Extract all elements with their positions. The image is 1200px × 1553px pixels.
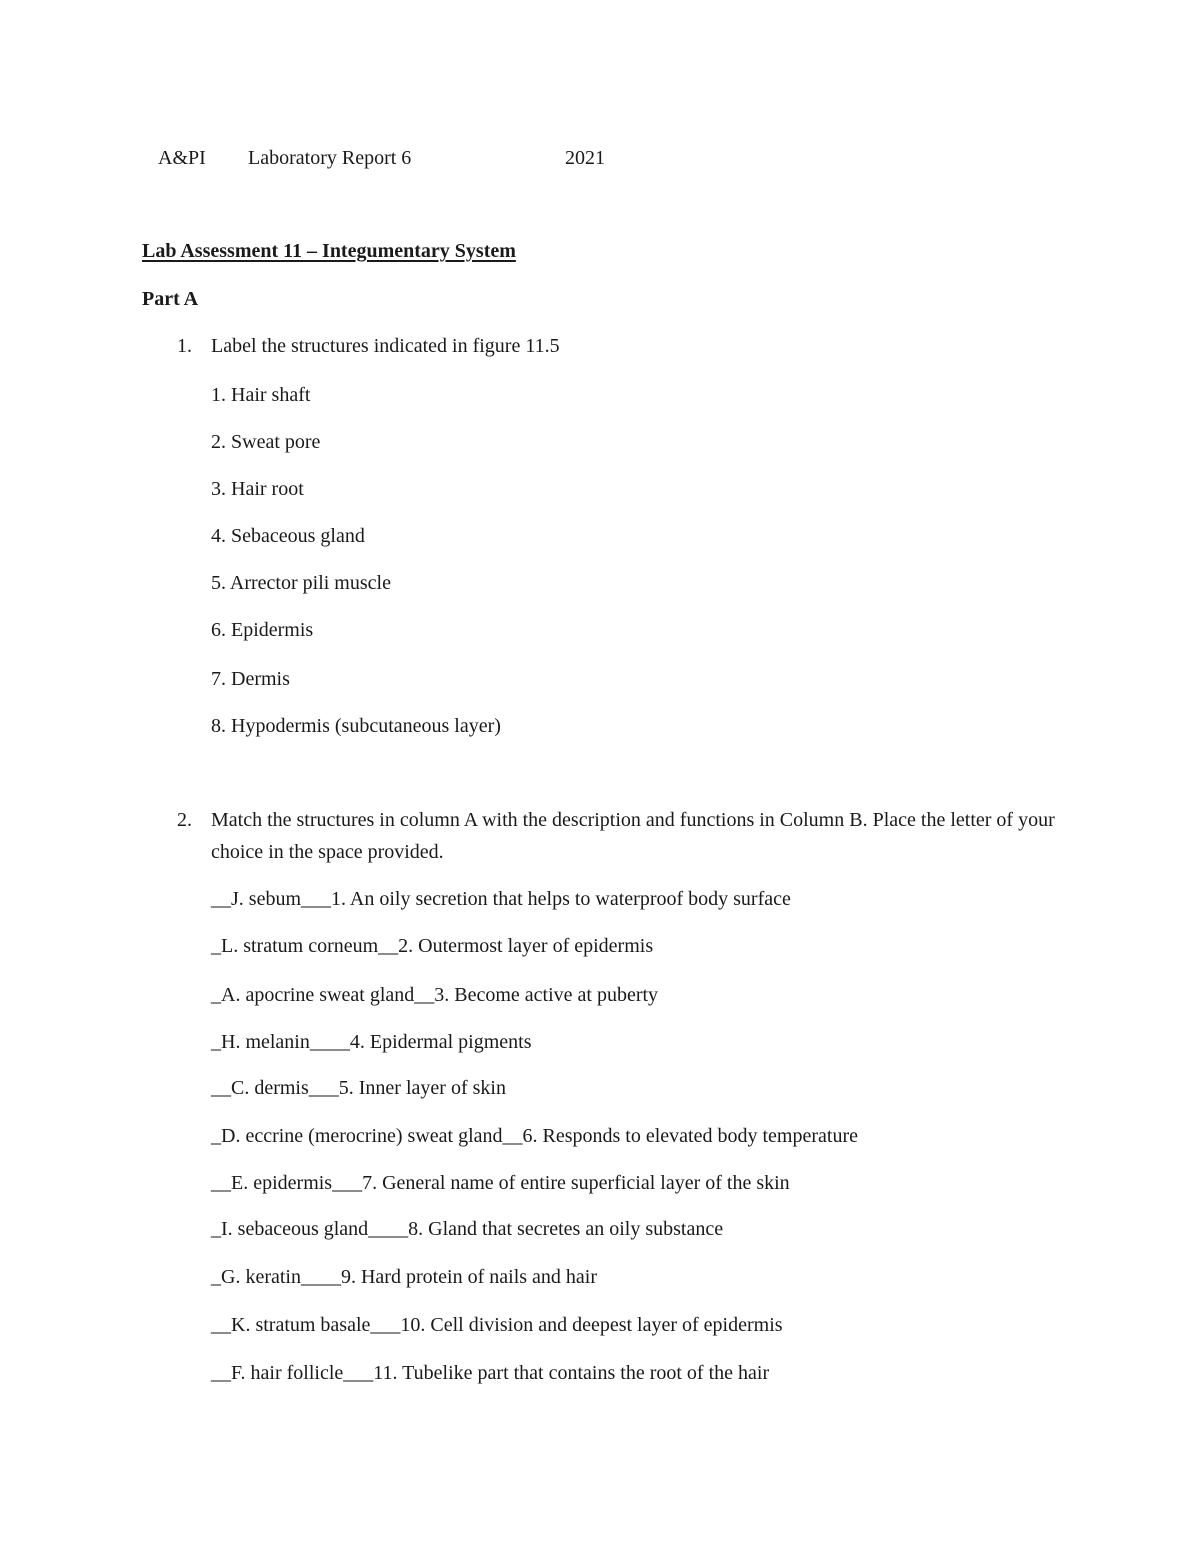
- section-title: Lab Assessment 11 – Integumentary System: [142, 240, 516, 262]
- question-prompt: Match the structures in column A with the description and functions in Column B. Place the letter of your choice in the space provided.: [211, 809, 1055, 863]
- match-item: __F. hair follicle___11. Tubelike part that contains the root of the hair: [211, 1362, 770, 1384]
- answer-item: 2. Sweat pore: [211, 431, 321, 453]
- match-item: __K. stratum basale___10. Cell division and deepest layer of epidermis: [211, 1314, 783, 1336]
- match-item: __C. dermis___5. Inner layer of skin: [211, 1077, 506, 1099]
- answer-item: 7. Dermis: [211, 668, 290, 690]
- question-number: 1.: [177, 335, 192, 357]
- match-item: __J. sebum___1. An oily secretion that helps to waterproof body surface: [211, 888, 791, 910]
- match-item: __E. epidermis___7. General name of entire superficial layer of the skin: [211, 1172, 790, 1194]
- match-item: _G. keratin____9. Hard protein of nails and hair: [211, 1266, 598, 1288]
- match-item: _I. sebaceous gland____8. Gland that secretes an oily substance: [211, 1218, 724, 1240]
- answer-item: 4. Sebaceous gland: [211, 525, 365, 547]
- answer-item: 5. Arrector pili muscle: [211, 572, 391, 594]
- answer-item: 3. Hair root: [211, 478, 304, 500]
- match-item: _A. apocrine sweat gland__3. Become active at puberty: [211, 984, 659, 1006]
- part-label: Part A: [142, 288, 199, 310]
- match-item: _H. melanin____4. Epidermal pigments: [211, 1031, 532, 1053]
- match-item: _D. eccrine (merocrine) sweat gland__6. Responds to elevated body temperature: [211, 1125, 858, 1147]
- question-prompt: Label the structures indicated in figure 11.5: [211, 335, 560, 357]
- course-code: A&PI: [158, 147, 206, 169]
- answer-item: 8. Hypodermis (subcutaneous layer): [211, 715, 501, 737]
- question-number: 2.: [177, 809, 192, 831]
- answer-item: 6. Epidermis: [211, 619, 314, 641]
- report-name: Laboratory Report 6: [248, 147, 412, 169]
- answer-item: 1. Hair shaft: [211, 384, 311, 406]
- match-item: _L. stratum corneum__2. Outermost layer of epidermis: [211, 935, 654, 957]
- report-year: 2021: [565, 147, 605, 169]
